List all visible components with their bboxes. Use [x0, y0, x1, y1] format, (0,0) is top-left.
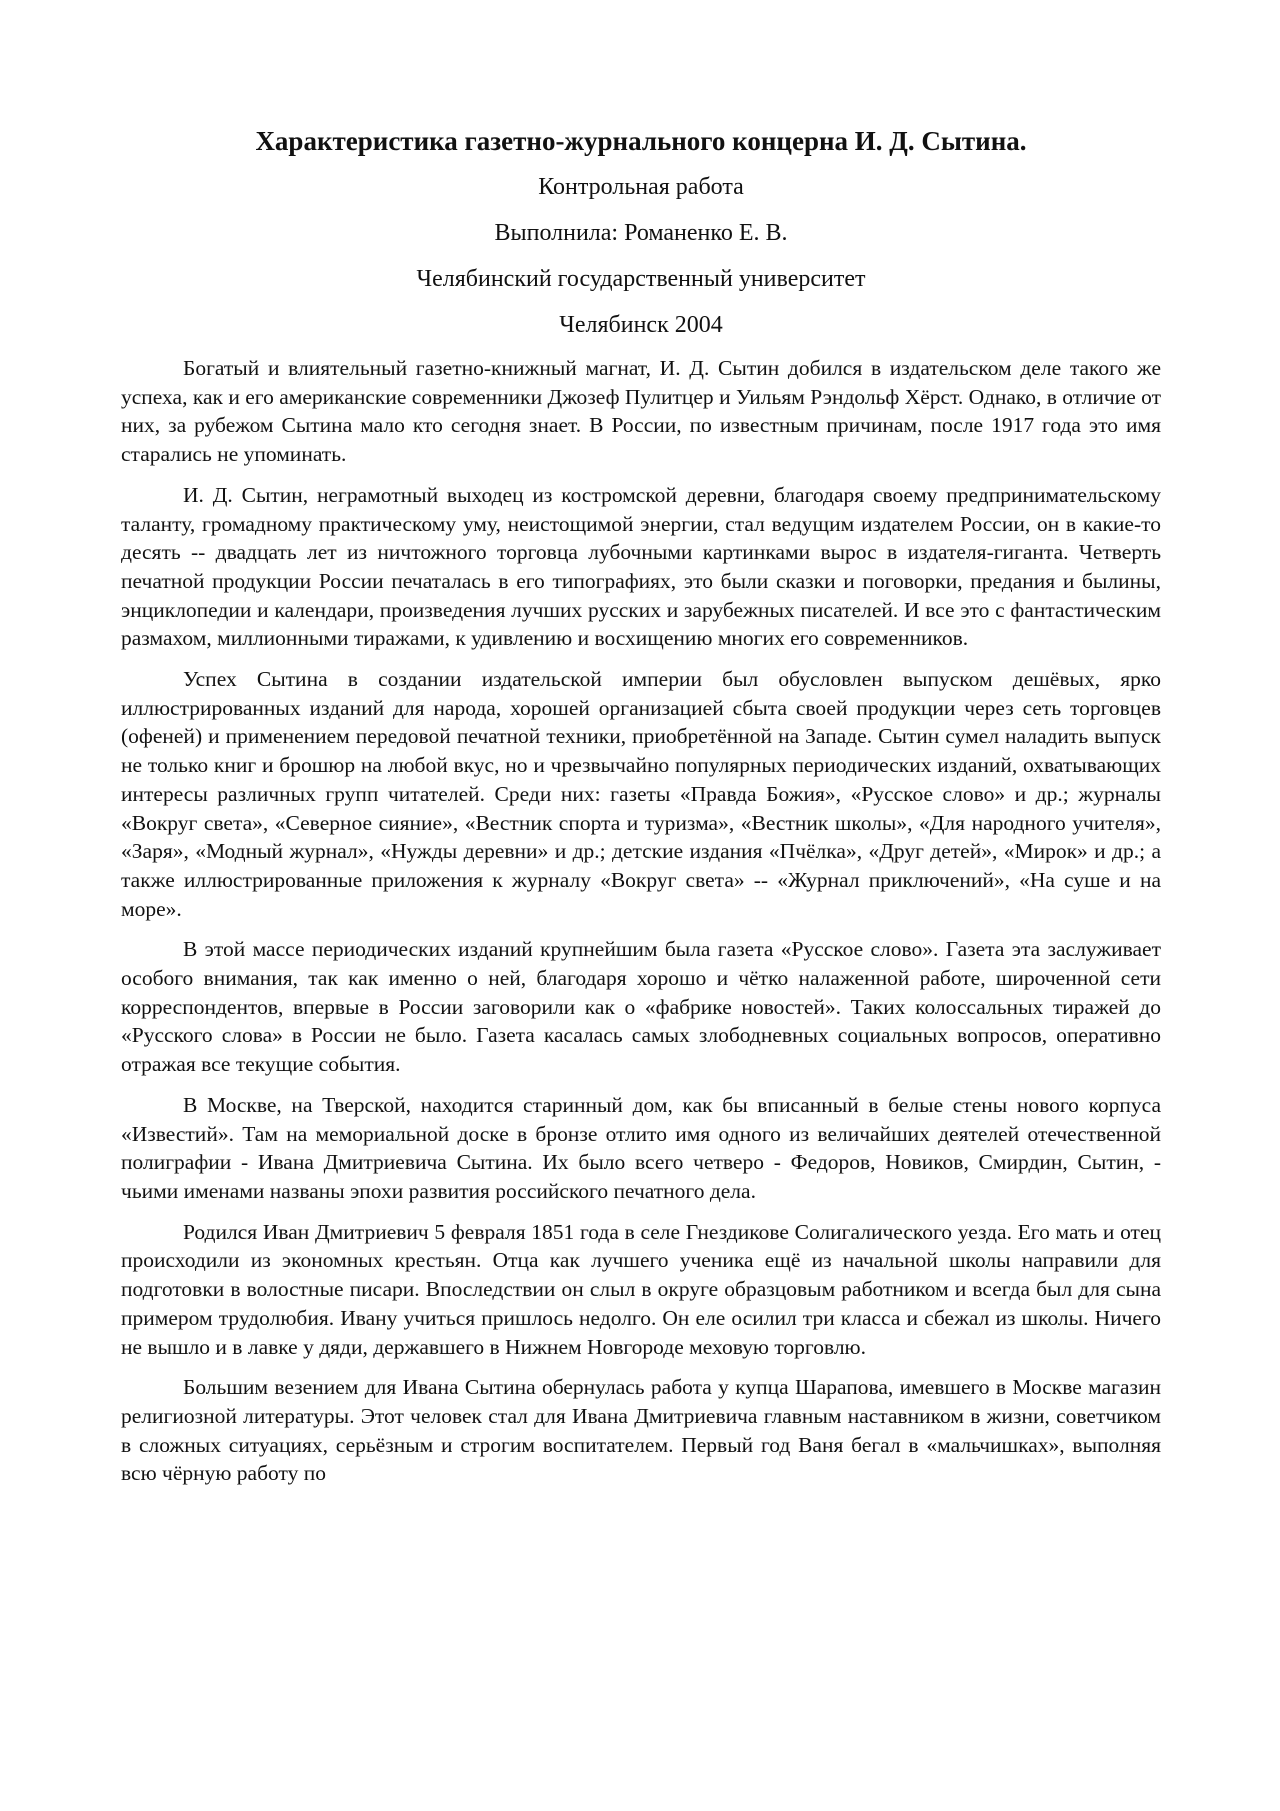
- document-subtitle: Контрольная работа: [538, 174, 744, 200]
- paragraph: Родился Иван Дмитриевич 5 февраля 1851 года в селе Гнездикове Солигалического уезда. Его мать и отец происходили из экономных крестьян. Отца как лучшего ученика ещё из начальной школы направили для подготовки в волостные писари. Впоследствии он слыл в округе образцовым работником и всегда был для сына примером трудолюбия. Ивану учиться пришлось недолго. Он еле осилил три класса и сбежал из школы. Ничего не вышло и в лавке у дяди, державшего в Нижнем Новгороде меховую торговлю.: [121, 1219, 1161, 1359]
- paragraph: Успех Сытина в создании издательской империи был обусловлен выпуском дешёвых, ярко иллюстрированных изданий для народа, хорошей организацией сбыта своей продукции через сеть торговцев (офеней) и применением передовой печатной техники, приобретённой на Западе. Сытин сумел наладить выпуск не только книг и брошюр на любой вкус, но и чрезвычайно популярных периодических изданий, охватывающих интересы различных групп читателей. Среди них: газеты «Правда Божия», «Русское слово» и др.; журналы «Вокруг света», «Северное сияние», «Вестник спорта и туризма», «Вестник школы», «Для народного учителя», «Заря», «Модный журнал», «Нужды деревни» и др.; детские издания «Пчёлка», «Друг детей», «Мирок» и др.; а также иллюстрированные приложения к журналу «Вокруг света» -- «Журнал приключений», «На суше и на море».: [121, 667, 1161, 921]
- paragraph: В Москве, на Тверской, находится старинный дом, как бы вписанный в белые стены нового корпуса «Известий». Там на мемориальной доске в бронзе отлито имя одного из величайших деятелей отечественной полиграфии - Ивана Дмитриевича Сытина. Их было всего четверо - Федоров, Новиков, Смирдин, Сытин, - чьими именами названы эпохи развития российского печатного дела.: [121, 1092, 1161, 1203]
- paragraph: В этой массе периодических изданий крупнейшим была газета «Русское слово». Газета эта заслуживает особого внимания, так как именно о ней, благодаря хорошо и чётко налаженной работе, широченной сети корреспондентов, впервые в России заговорили как о «фабрике новостей». Таких колоссальных тиражей до «Русского слова» в России не было. Газета касалась самых злободневных социальных вопросов, оперативно отражая все текущие события.: [121, 937, 1161, 1077]
- document-place-year: Челябинск 2004: [559, 312, 723, 338]
- paragraph: Богатый и влиятельный газетно-книжный магнат, И. Д. Сытин добился в издательском деле такого же успеха, как и его американские современники Джозеф Пулитцер и Уильям Рэндольф Хёрст. Однако, в отличие от них, за рубежом Сытина мало кто сегодня знает. В России, по известным причинам, после 1917 года это имя старались не упоминать.: [121, 356, 1161, 467]
- document-author: Выполнила: Романенко Е. В.: [494, 220, 788, 246]
- document-page: [121, 124, 1161, 1500]
- paragraph: Большим везением для Ивана Сытина обернулась работа у купца Шарапова, имевшего в Москве магазин религиозной литературы. Этот человек стал для Ивана Дмитриевича главным наставником в жизни, советчиком в сложных ситуациях, серьёзным и строгим воспитателем. Первый год Ваня бегал в «мальчишках», выполняя всю чёрную работу по: [121, 1375, 1161, 1486]
- paragraph: И. Д. Сытин, неграмотный выходец из костромской деревни, благодаря своему предпринимательскому таланту, громадному практическому уму, неистощимой энергии, стал ведущим издателем России, он в какие-то десять -- двадцать лет из ничтожного торговца лубочными картинками вырос в издателя-гиганта. Четверть печатной продукции России печаталась в его типографиях, это были сказки и поговорки, предания и былины, энциклопедии и календари, произведения лучших русских и зарубежных писателей. И все это с фантастическим размахом, миллионными тиражами, к удивлению и восхищению многих его современников.: [121, 482, 1161, 651]
- document-institution: Челябинский государственный университет: [416, 266, 866, 292]
- document-title: Характеристика газетно-журнального концерна И. Д. Сытина.: [255, 126, 1027, 156]
